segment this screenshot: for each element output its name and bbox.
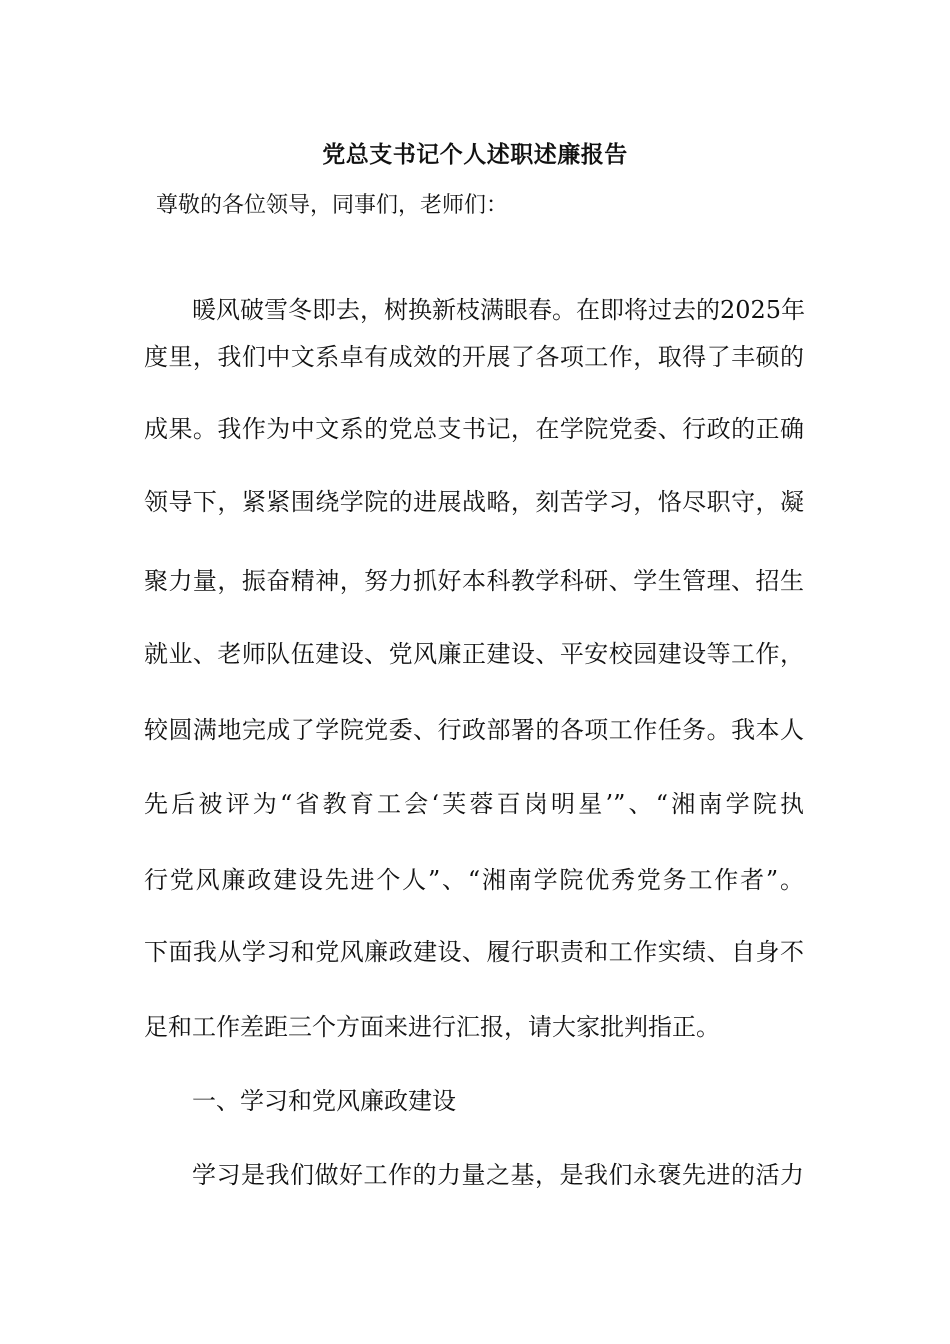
paragraph-line: 行党风廉政建设先进个人”、“湘南学院优秀党务工作者”。: [144, 866, 804, 894]
paragraph-line: 度里，我们中文系卓有成效的开展了各项工作，取得了丰硕的: [144, 343, 804, 371]
paragraph-line: 暖风破雪冬即去，树换新枝满眼春。在即将过去的2025年: [192, 296, 806, 324]
paragraph-line: 下面我从学习和党风廉政建设、履行职责和工作实绩、自身不: [144, 938, 804, 966]
paragraph-line: 学习是我们做好工作的力量之基，是我们永褒先进的活力: [192, 1161, 804, 1189]
paragraph-line: 聚力量，振奋精神，努力抓好本科教学科研、学生管理、招生: [144, 567, 804, 595]
paragraph-line: 足和工作差距三个方面来进行汇报，请大家批判指正。: [144, 1013, 720, 1041]
paragraph-line: 较圆满地完成了学院党委、行政部署的各项工作任务。我本人: [144, 716, 804, 744]
paragraph-line: 就业、老师队伍建设、党风廉正建设、平安校园建设等工作，: [144, 640, 804, 668]
paragraph-line: 先后被评为“省教育工会‘芙蓉百岗明星’”、“湘南学院执: [144, 790, 804, 818]
salutation: 尊敬的各位领导，同事们，老师们：: [156, 193, 509, 218]
document-title: 党总支书记个人述职述廉报告: [322, 141, 628, 168]
paragraph-line: 领导下，紧紧围绕学院的进展战略，刻苦学习，恪尽职守，凝: [144, 488, 804, 516]
paragraph-line: 成果。我作为中文系的党总支书记，在学院党委、行政的正确: [144, 415, 804, 443]
section-heading: 一、学习和党风廉政建设: [192, 1087, 456, 1115]
